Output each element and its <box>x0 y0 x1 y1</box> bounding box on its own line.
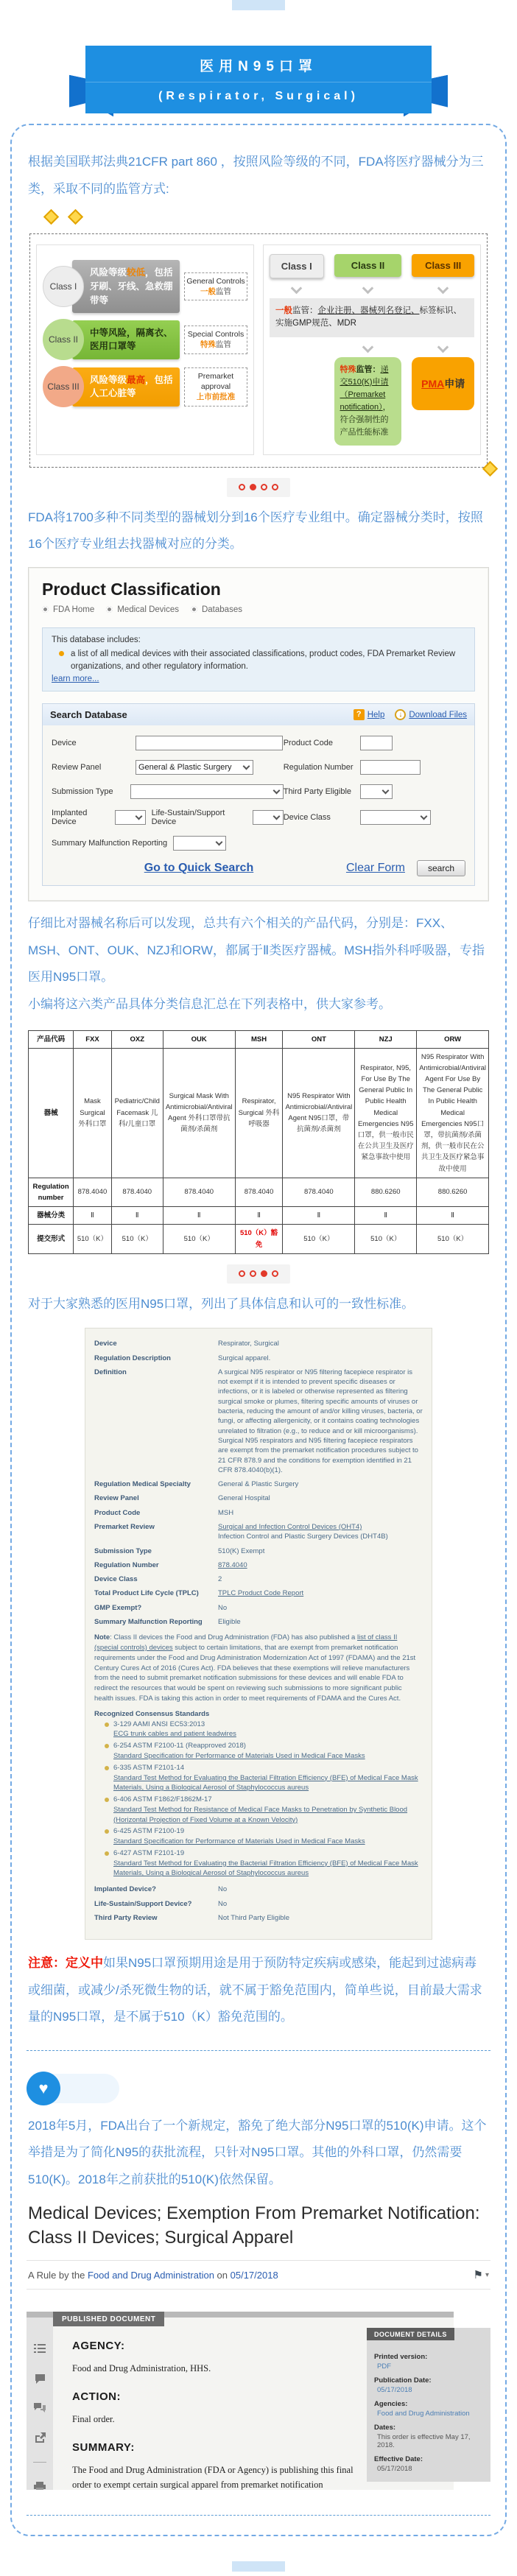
agency-heading: AGENCY: <box>72 2340 125 2353</box>
fda-page-title: Product Classification <box>42 579 221 599</box>
breadcrumb-item-medical-devices[interactable]: Medical Devices <box>117 605 179 614</box>
standard-item: 6-335 ASTM F2101-14 Standard Test Method for Evaluating the Bacterial Filtration Efficiency (BFE) of Medical Face Mask Materials, Using a Biological Aerosol of Staphylococcus aureus <box>105 1763 423 1793</box>
flow-class2-box: Class II <box>334 254 402 277</box>
tplc-report-link[interactable]: TPLC Product Code Report <box>218 1589 304 1598</box>
clear-form-link[interactable]: Clear Form <box>345 862 405 875</box>
msh-detail-screenshot: Device Respirator, Surgical Regulation Description Surgical apparel. Definition A surgical N95 respirator or N95 filtering facepiece respirator is not exempt if it is intended to prevent specific diseases or infections, or it is labeled or otherwise represented as filtering surgical smoke or plumes, filtering specific amounts of viruses or bacteria, reducing the amount of and/or killing viruses, bacteria, or fungi, or affecting allergenicity, or it contains coating technologies unrelated to filtration (e.g., to reduce and or kill microorganisms). Surgical N95 respirators and N95 filtering facepiece respirators are exempt from the premarket notification procedures subject to 21 CFR 878.9 and the conditions for exemption identified in 21 CFR 878.4040(b)(1). Regulation Medical Specialty General & Plastic Surgery Review Panel General Hospital Product Code MSH Premarket Review Surgical and Infection Control Devices (OHT4) Infection Control and Plastic Surgery Devices (DHT4B) Submission Type 510(K) Exempt Regulation Number 878.4040 Device Class 2 Total Product Life Cycle (TPLC) TPLC Product Code Report GMP Exempt? No Summary Malfunction Reporting Eligible Note: Class II devices the Food and Drug Administration (FDA) has also published a list of class II (special controls) devices subject to certain limitations, that are exempt from premarket notification requirements under the Food and Drug Administration Modernization Act of 1997 (FDAMA) and the 21st Century Cures Act of 2016 (Cures Act). FDA believes that these exemptions will relieve manufacturers from the need to submit premarket notification submissions for these devices and will enable FDA to redirect the resources that would be spent on reviewing such submissions to more significant public health issues. FDA is taking this action in order to meet requirements of FDAMA and the Cures Act. Recognized Consensus Standards 3-129 AAMI ANSI EC53:2013 ECG trunk cables and patient leadwires 6-254 ASTM F2100-11 (Reapproved 2018) Standard Specification for Performance of Materials Used in Medical Face Masks 6-335 ASTM F2101-14 Standard Test Method for Evaluating the Bacterial Filtration Efficiency (BFE) of Medical Face Mask Materials, Using a Biological Aerosol of Staphylococcus aureus 6-406 ASTM F1862/F1862M-17 Standard Test Method for Resistance of Medical Face Masks to Penetration by Synthetic Blood (Horizontal Projection of Fixed Volume at a Known Velocity) 6-425 ASTM F2100-19 Standard Specification for Performance of Materials Used in Medical Face Masks 6-427 ASTM F2101-19 Standard Test Method for Evaluating the Bacterial Filtration Efficiency (BFE) of Medical Face Mask Materials, Using a Biological Aerosol of Staphylococcus aureus Implanted Device? No Life-Sustain/Support Device? No Third Party Review Not Third Party Eligible <box>85 1328 432 1940</box>
table-row-submission: 提交形式 510（K） 510（K） 510（K） 510（K）豁免 510（K） 510（K） 510（K） <box>29 1225 489 1253</box>
arrow-down-icon <box>362 341 374 353</box>
submission-type-select[interactable] <box>130 784 284 799</box>
standard-link[interactable]: Standard Test Method for Evaluating the Bacterial Filtration Efficiency (BFE) of Medical Face Mask Materials, Using a Biological Aerosol of Staphylococcus aureus <box>113 1773 418 1792</box>
chevron-down-icon <box>243 763 250 770</box>
search-database-header <box>42 703 475 725</box>
database-info-box <box>42 627 475 691</box>
exemption-paragraph: 2018年5月，FDA出台了一个新规定，豁免了绝大部分N95口罩的510(K)申请。这个举措是为了简化N95的获批流程，只针对N95口罩。其他的外科口罩，仍然需要510(K)。2018年之前获批的510(K)依然保留。 <box>28 2118 487 2186</box>
device-input[interactable] <box>136 736 283 750</box>
chevron-down-icon <box>272 813 280 820</box>
regulation-number-link[interactable]: 878.4040 <box>218 1560 247 1569</box>
breadcrumb-item-databases[interactable]: Databases <box>201 605 242 614</box>
date-link[interactable]: 05/17/2018 <box>230 2269 278 2281</box>
regulation-number-label: Regulation Number <box>283 763 354 773</box>
carousel-dot[interactable] <box>272 1270 278 1277</box>
carousel-dots-2[interactable] <box>227 1264 290 1284</box>
summary-text: The Food and Drug Administration (FDA or Agency) is publishing this final order to exempt certain surgical apparel from premarket notification <box>72 2465 354 2491</box>
table-row-codes: 产品代码 FXX OXZ OUK MSH ONT NZJ ORW <box>29 1030 489 1048</box>
summary-malfunction-select[interactable] <box>173 836 226 851</box>
chevron-down-icon <box>272 787 280 795</box>
decor-diamonds <box>46 211 490 226</box>
table-row-class: 器械分类 Ⅱ Ⅱ Ⅱ Ⅱ Ⅱ Ⅱ Ⅱ <box>29 1207 489 1225</box>
review-panel-select[interactable]: General & Plastic Surgery <box>136 760 253 775</box>
regulation-number-input[interactable] <box>360 760 421 775</box>
breadcrumb-bullet-icon <box>106 606 113 613</box>
chevron-down-icon[interactable]: ▾ <box>485 2270 489 2279</box>
product-codes-table-wrap <box>28 1030 489 1254</box>
article-body <box>10 124 507 2536</box>
breadcrumb-bullet-icon <box>191 606 197 613</box>
badge-notch <box>50 2074 119 2103</box>
document-details-panel: DOCUMENT DETAILS Printed version: PDF Publication Date: 05/17/2018 Agencies: Food and Drug Administration Dates: This order is effective May 17, 2018. Effective Date: 05/17/2018 <box>367 2328 490 2482</box>
document-toolbar <box>27 2318 53 2490</box>
implanted-device-label: Implanted Device <box>52 809 88 827</box>
info-heading: This database includes: <box>52 635 141 644</box>
general-regulation-bar: 一般监管：企业注册、器械列名登记、标签标识、实施GMP规范、MDR <box>270 298 474 337</box>
comment-icon[interactable] <box>35 2373 46 2384</box>
classification-diagram <box>29 233 488 468</box>
download-files-link[interactable]: Download Files <box>409 710 467 719</box>
carousel-dot[interactable] <box>239 484 245 490</box>
class2-control-box: Special Controls 特殊监管 <box>184 325 247 353</box>
class1-description: 风险等级较低，包括牙刷、牙线、急救绷带等 <box>72 260 180 313</box>
life-sustain-label: Life-Sustain/Support Device <box>151 809 225 827</box>
diamond-icon <box>68 209 83 225</box>
special-regulation-box: 特殊监管：递交510(K)申请（Premarket notification），符合强制性的产品性能标准 <box>334 357 402 446</box>
breadcrumb <box>42 605 475 614</box>
rule-byline: A Rule by the Food and Drug Administration on 05/17/2018 ⚑ ▾ <box>27 2260 490 2290</box>
regulation-flow-panel <box>263 244 481 455</box>
published-document-panel <box>27 2312 490 2490</box>
diamond-icon <box>482 461 498 476</box>
arrow-down-icon <box>291 283 303 295</box>
standard-item: 6-425 ASTM F2100-19 Standard Specification for Performance of Materials Used in Medical Face Masks <box>105 1826 423 1847</box>
class1-circle: Class I <box>43 266 84 307</box>
document-details-tab: DOCUMENT DETAILS <box>367 2328 454 2340</box>
class3-circle: Class III <box>43 366 84 407</box>
paragraph-fda16: FDA将1700多种不同类型的器械划分到16个医疗专业组中。确定器械分类时，按照16个医疗专业组去找器械对应的分类。 <box>28 510 483 552</box>
intro-paragraph: 根据美国联邦法典21CFR part 860 ，按照风险等级的不同，FDA将医疗器械分为三类，采取不同的监管方式: <box>28 155 484 196</box>
banner-subtitle: (Respirator, Surgical) <box>85 82 432 113</box>
notice-paragraph: 注意：定义中如果N95口罩预期用途是用于预防特定疾病或感染，能起到过滤病毒或细菌，或减少/杀死微生物的话，就不属于豁免范围内，简单些说，目前最大需求量的N95口罩，是不属于510（K）豁免范围的。 <box>28 1956 482 2024</box>
table-of-contents-icon[interactable] <box>34 2344 46 2354</box>
article-banner <box>85 46 432 113</box>
comments-icon[interactable] <box>34 2403 46 2413</box>
third-party-label: Third Party Eligible <box>283 787 352 797</box>
device-class-label: Device Class <box>283 813 331 823</box>
review-panel-label: Review Panel <box>52 763 102 773</box>
help-icon[interactable]: ? <box>354 709 365 720</box>
carousel-dot[interactable] <box>250 1270 256 1277</box>
standards-list <box>105 1720 423 1879</box>
section-divider <box>27 2050 490 2051</box>
class3-description: 风险等级最高，包括人工心脏等 <box>72 367 180 407</box>
published-document-tab: PUBLISHED DOCUMENT <box>53 2312 164 2326</box>
toolbar-divider <box>33 2462 46 2463</box>
class2-devices-list-link[interactable]: list of class II (special controls) devices <box>94 1633 398 1653</box>
arrow-down-icon <box>437 283 449 295</box>
product-codes-table <box>28 1030 489 1254</box>
info-bullet: a list of all medical devices with their associated classifications, product codes, FDA Premarket Review organizations, and other regulatory information. <box>69 648 465 672</box>
page-bottom-chip <box>232 2561 285 2572</box>
standard-item: 6-406 ASTM F1862/F1862M-17 Standard Test Method for Resistance of Medical Face Masks to Penetration by Synthetic Blood (Horizontal Projection of Fixed Volume at a Known Velocity) <box>105 1795 423 1825</box>
print-icon[interactable] <box>34 2482 46 2490</box>
life-sustain-select[interactable] <box>253 810 284 825</box>
quick-search-link[interactable]: Go to Quick Search <box>144 862 254 875</box>
carousel-dot[interactable] <box>261 484 267 490</box>
implanted-device-select[interactable] <box>115 810 146 825</box>
standard-link[interactable]: Standard Specification for Performance of Materials Used in Medical Face Masks <box>113 1837 365 1846</box>
device-class-select[interactable] <box>360 810 431 825</box>
agency-link[interactable]: Food and Drug Administration <box>87 2269 214 2281</box>
download-icon[interactable]: ↓ <box>395 709 406 720</box>
fda-search-screenshot <box>28 567 489 901</box>
chevron-down-icon <box>381 787 389 795</box>
paragraph-msh-detail: 对于大家熟悉的医用N95口罩，列出了具体信息和认可的一致性标准。 <box>28 1296 415 1311</box>
class1-control-box: General Controls 一般监管 <box>184 272 247 300</box>
exemption-badge: 豁免 <box>77 2074 194 2103</box>
section-divider <box>27 2515 490 2516</box>
chevron-down-icon <box>135 813 142 820</box>
action-heading: ACTION: <box>72 2390 121 2404</box>
breadcrumb-bullet-icon <box>42 606 49 613</box>
search-form <box>42 725 475 886</box>
pma-box: PMA申请 <box>412 357 474 410</box>
standards-heading: Recognized Consensus Standards <box>94 1709 210 1718</box>
standard-link[interactable]: Standard Test Method for Resistance of Medical Face Masks to Penetration by Synthetic Blood (Horizontal Projection of Fixed Volume at a Known Velocity) <box>113 1805 408 1824</box>
class2-circle: Class II <box>43 319 84 360</box>
breadcrumb-item-fda-home[interactable]: FDA Home <box>53 605 95 614</box>
risk-row-class1 <box>43 260 247 313</box>
standard-item: 3-129 AAMI ANSI EC53:2013 ECG trunk cables and patient leadwires <box>105 1720 423 1740</box>
publication-date-link[interactable]: 05/17/2018 <box>377 2386 412 2395</box>
pdf-link[interactable]: PDF <box>377 2362 391 2371</box>
product-code-label: Product Code <box>283 739 333 748</box>
standard-link[interactable]: Standard Test Method for Evaluating the Bacterial Filtration Efficiency (BFE) of Medical Face Mask Materials, Using a Biological Aerosol of Staphylococcus aureus <box>113 1859 418 1878</box>
risk-row-class3 <box>43 366 247 407</box>
banner-title: 医用N95口罩 <box>85 46 432 82</box>
page-top-chip <box>232 0 285 10</box>
risk-level-panel <box>36 244 254 455</box>
search-database-title: Search Database <box>50 709 127 721</box>
submission-type-label: Submission Type <box>52 787 113 797</box>
share-icon[interactable] <box>35 2432 46 2443</box>
flag-bookmark-icon[interactable]: ⚑ <box>473 2269 483 2282</box>
class2-exemption-note: Note: Class II devices the Food and Drug Administration (FDA) has also published a list of class II (special controls) devices subject to certain limitations, that are exempt from premarket notification requirements under the Food and Drug Administration Modernization Act of 1997 (FDAMA) and the 21st Century Cures Act of 2016 (Cures Act). FDA believes that these exemptions will relieve manufacturers from the need to submit premarket notification submissions for these devices and will enable FDA to redirect the resources that would be spent on reviewing such submissions to more significant public health issues. FDA is taking this action in order to meet requirements of FDAMA and the Cures Act. <box>94 1633 416 1703</box>
carousel-dot-active[interactable] <box>250 484 256 490</box>
help-link[interactable]: Help <box>367 710 385 719</box>
class3-control-box: Premarket approval 上市前批准 <box>184 367 247 407</box>
search-button[interactable]: search <box>417 860 465 876</box>
risk-row-class2 <box>43 319 247 360</box>
heart-medical-icon: ♥ <box>27 2072 60 2105</box>
device-label: Device <box>52 739 77 748</box>
action-value: Final order. <box>72 2414 115 2425</box>
carousel-dot[interactable] <box>272 484 278 490</box>
standard-item: 6-427 ASTM F2101-19 Standard Test Method for Evaluating the Bacterial Filtration Efficiency (BFE) of Medical Face Mask Materials, Using a Biological Aerosol of Staphylococcus aureus <box>105 1848 423 1879</box>
third-party-select[interactable] <box>360 784 393 799</box>
flow-class1-box: Class I <box>270 254 324 278</box>
carousel-dot-active[interactable] <box>261 1270 267 1277</box>
standard-link[interactable]: Standard Specification for Performance of Materials Used in Medical Face Masks <box>113 1752 365 1761</box>
class2-description: 中等风险，隔离衣、医用口罩等 <box>72 320 180 360</box>
carousel-dots-1[interactable] <box>227 478 290 497</box>
chevron-down-icon <box>420 813 427 820</box>
exemption-section-header <box>27 2072 490 2105</box>
standard-item: 6-254 ASTM F2100-11 (Reapproved 2018) Standard Specification for Performance of Materials Used in Medical Face Masks <box>105 1741 423 1762</box>
agency-value: Food and Drug Administration, HHS. <box>72 2363 211 2374</box>
summary-heading: SUMMARY: <box>72 2441 135 2454</box>
product-code-input[interactable] <box>360 736 393 750</box>
rule-title: Medical Devices; Exemption From Premarket Notification: Class II Devices; Surgical Apparel <box>28 2203 480 2248</box>
federal-register-document <box>27 2202 490 2490</box>
table-row-regulation: Regulation number 878.4040 878.4040 878.4040 878.4040 878.4040 880.6260 880.6260 <box>29 1178 489 1206</box>
flow-class3-box: Class III <box>412 254 474 277</box>
learn-more-link[interactable]: learn more... <box>52 675 99 684</box>
standard-link[interactable]: ECG trunk cables and patient leadwires <box>113 1730 236 1739</box>
arrow-down-icon <box>437 341 449 353</box>
carousel-dot[interactable] <box>239 1270 245 1277</box>
paragraph-product-codes: 仔细比对器械名称后可以发现，总共有六个相关的产品代码，分别是：FXX、MSH、ONT、OUK、NZJ和ORW，都属于Ⅱ类医疗器械。MSH指外科呼吸器，专指医用N95口罩。 小编将这六类产品具体分类信息汇总在下列表格中，供大家参考。 <box>28 916 485 1011</box>
diamond-icon <box>43 209 59 225</box>
summary-malfunction-label: Summary Malfunction Reporting <box>52 839 168 848</box>
chevron-down-icon <box>216 839 223 846</box>
table-row-devices: 器械 Mask Surgical 外科口罩 Pediatric/Child Facemask 儿科/儿童口罩 Surgical Mask With Antimicrobial/Antiviral Agent 外科口罩带抗菌剂/杀菌剂 Respirator, Surgical 外科呼吸器 N95 Respirator With Antimicrobial/Antiviral Agent N95口罩，带抗菌剂/杀菌剂 Respirator, N95, For Use By The General Public In Public Health Medical Emergencies N95口罩，供一般市民在公共卫生及医疗紧急事故中使用 N95 Respirator With Antimicrobial/Antiviral Agent For Use By The General Public In Public Health Medical Emergencies N95口罩，带抗菌剂/杀菌剂，供一般市民在公共卫生及医疗紧急事故中使用 <box>29 1048 489 1178</box>
arrow-down-icon <box>362 283 374 295</box>
premarket-review-link[interactable]: Surgical and Infection Control Devices (OHT4) <box>218 1522 362 1531</box>
agencies-link[interactable]: Food and Drug Administration <box>377 2410 470 2418</box>
